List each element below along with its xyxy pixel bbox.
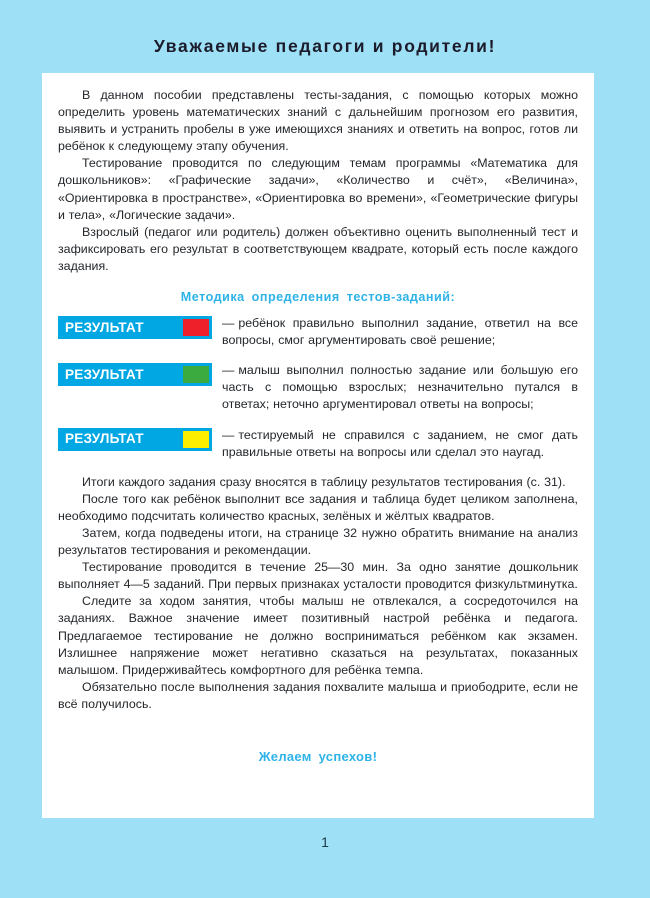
legend-dash: — — [222, 427, 235, 442]
legend-dash: — — [222, 363, 235, 378]
swatch-green — [183, 366, 209, 383]
legend-description-red — [222, 315, 578, 349]
result-badge-green — [58, 363, 212, 386]
instruction-paragraph-5: Следите за ходом занятия, чтобы малыш не отвлекался, а сосредоточился на заданиях. Важное значение имеет позитивный настрой ребёнка и педагога. Предлагаемое тестирование не должно восприниматься ребёнком как экзамен. Излишнее напряжение может негативно сказаться на результатах, показанных малышом. Придерживайтесь комфортного для ребёнка темпа. — [58, 594, 578, 677]
instruction-paragraph-1: Итоги каждого задания сразу вносятся в таблицу результатов тестирования (с. 31). — [82, 474, 566, 489]
result-badge-label: РЕЗУЛЬТАТ — [65, 319, 144, 335]
instruction-paragraph-2: После того как ребёнок выполнит все задания и таблица будет целиком заполнена, необходимо подсчитать количество красных, зелёных и жёлтых квадратов. — [58, 491, 578, 523]
legend-description-text: малыш выполнил полностью задание или большую его часть с помощью взрослых; незначительно путался в ответах; неточно аргументировал ответы на вопросы; — [222, 363, 578, 412]
result-badge-yellow — [58, 428, 212, 451]
intro-section — [58, 87, 578, 275]
method-heading: Методика определения тестов-заданий: — [180, 290, 456, 305]
result-badge-label: РЕЗУЛЬТАТ — [65, 366, 144, 382]
method-heading-wrap — [58, 288, 578, 306]
result-badge-label: РЕЗУЛЬТАТ — [65, 431, 144, 447]
legend-description-text: ребёнок правильно выполнил задание, ответил на все вопросы, смог аргументировать своё решение; — [222, 316, 578, 348]
legend-dash: — — [222, 316, 235, 331]
page-number: 1 — [321, 834, 329, 850]
intro-paragraph-3: Взрослый (педагог или родитель) должен объективно оценить выполненный тест и зафиксировать его результат в соответствующем квадрате, который есть после каждого задания. — [58, 224, 578, 273]
instruction-paragraph-3: Затем, когда подведены итоги, на странице 32 нужно обратить внимание на анализ результатов тестирования и рекомендации. — [58, 525, 578, 558]
instruction-paragraph-4: Тестирование проводится в течение 25—30 мин. За одно занятие дошкольник выполняет 4—5 заданий. При первых признаках усталости проводится физкультминутка. — [58, 560, 578, 592]
legend-row-red — [58, 315, 578, 349]
instructions-section — [58, 474, 578, 713]
swatch-yellow — [183, 431, 209, 448]
result-legend — [58, 315, 578, 461]
result-badge-red — [58, 316, 212, 339]
intro-paragraph-1: В данном пособии представлены тесты-задания, с помощью которых можно определить уровень математических знаний с дальнейшим прогнозом его развития, выявить и устранить пробелы в уже имеющихся знаниях и ответить на вопрос, готов ли ребёнок к следующему этапу обучения. — [58, 88, 578, 154]
legend-row-yellow — [58, 427, 578, 461]
legend-description-text: тестируемый не справился с заданием, не смог дать правильные ответы на вопросы или сделал это наугад. — [222, 427, 578, 459]
legend-description-green — [222, 362, 578, 413]
instruction-paragraph-6: Обязательно после выполнения задания похвалите малыша и приободрите, если не всё получилось. — [58, 679, 578, 711]
swatch-red — [183, 319, 209, 336]
legend-description-yellow — [222, 427, 578, 461]
page-title: Уважаемые педагоги и родители! — [153, 36, 497, 56]
content-card — [42, 73, 594, 818]
legend-row-green — [58, 362, 578, 413]
intro-paragraph-2: Тестирование проводится по следующим темам программы «Математика для дошкольников»: «Графические задачи», «Количество и счёт», «Величина», «Ориентировка в пространстве», «Ориентировка во времени», «Геометрические фигуры и тела», «Логические задачи». — [58, 156, 578, 222]
closing-wish: Желаем успехов! — [258, 749, 378, 764]
